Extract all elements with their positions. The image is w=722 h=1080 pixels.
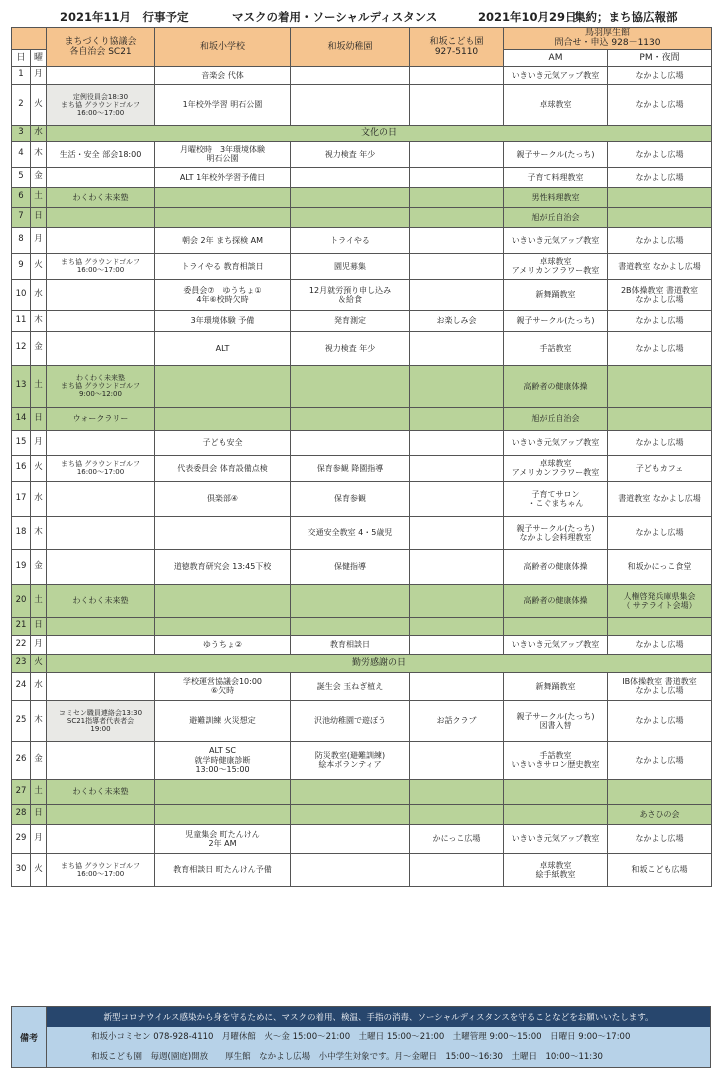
am-cell: 親子サークル(たっち) — [504, 310, 608, 331]
org-cell: わくわく未来塾 まち協 グラウンドゴルフ 9:00～12:00 — [47, 365, 155, 407]
pm-cell: なかよし広場 — [608, 700, 712, 741]
am-cell: 親子サークル(たっち) — [504, 141, 608, 167]
school-cell: 児童集会 町たんけん 2年 AM — [155, 824, 291, 853]
weekday: 水 — [31, 672, 47, 700]
pm-cell: 和坂かにっこ食堂 — [608, 549, 712, 584]
am-cell: いきいき元気アップ教室 — [504, 635, 608, 654]
day-number: 19 — [12, 549, 31, 584]
day-number: 3 — [12, 125, 31, 141]
weekday: 木 — [31, 700, 47, 741]
kinder-cell: 保育参観 降園指導 — [291, 455, 410, 481]
day-row — [12, 481, 712, 516]
am-cell: 親子サークル(たっち) なかよし会料理教室 — [504, 516, 608, 549]
kinder-cell: 教育相談日 — [291, 635, 410, 654]
org-cell — [47, 635, 155, 654]
pm-cell: なかよし広場 — [608, 331, 712, 365]
org-cell — [47, 430, 155, 455]
col-am-header: AM — [504, 49, 608, 66]
weekday: 土 — [31, 779, 47, 804]
school-cell — [155, 617, 291, 635]
weekday: 水 — [31, 279, 47, 310]
weekday: 金 — [31, 331, 47, 365]
col-weekday-header: 曜 — [31, 49, 47, 66]
am-cell — [504, 779, 608, 804]
pm-cell — [608, 365, 712, 407]
kids-cell — [410, 207, 504, 227]
pm-cell: なかよし広場 — [608, 66, 712, 84]
pm-cell: なかよし広場 — [608, 84, 712, 125]
pm-cell — [608, 407, 712, 430]
col-center-header: 鳥羽厚生館 問合せ・申込 928－1130 — [504, 28, 712, 50]
notes-line-1: 新型コロナウイルス感染から身を守るために、マスクの着用、検温、手指の消毒、ソーシャルディスタンスを守ることなどをお願いいたします。 — [47, 1007, 710, 1027]
weekday: 金 — [31, 549, 47, 584]
am-cell: 手話教室 いきいきサロン歴史教室 — [504, 741, 608, 779]
school-cell — [155, 584, 291, 617]
day-row — [12, 187, 712, 207]
am-cell: いきいき元気アップ教室 — [504, 824, 608, 853]
org-cell — [47, 549, 155, 584]
holiday-cell: 文化の日 — [47, 125, 712, 141]
pm-cell — [608, 187, 712, 207]
am-cell: 旭が丘自治会 — [504, 407, 608, 430]
am-cell: 親子サークル(たっち) 図書入替 — [504, 700, 608, 741]
day-number: 27 — [12, 779, 31, 804]
kids-cell — [410, 279, 504, 310]
day-row — [12, 310, 712, 331]
weekday: 火 — [31, 654, 47, 672]
am-cell: 卓球教室 — [504, 84, 608, 125]
kinder-cell — [291, 824, 410, 853]
kinder-cell: 視力検査 年少 — [291, 331, 410, 365]
day-row — [12, 584, 712, 617]
org-cell: まち協 グラウンドゴルフ 16:00～17:00 — [47, 253, 155, 279]
org-cell — [47, 66, 155, 84]
kinder-cell: 誕生会 玉ねぎ植え — [291, 672, 410, 700]
school-cell — [155, 804, 291, 824]
weekday: 水 — [31, 125, 47, 141]
am-cell: いきいき元気アップ教室 — [504, 430, 608, 455]
org-cell: まち協 グラウンドゴルフ 16:00～17:00 — [47, 455, 155, 481]
holiday-cell: 勤労感謝の日 — [47, 654, 712, 672]
org-cell: 定例役員会18:30 まち協 グラウンドゴルフ 16:00～17:00 — [47, 84, 155, 125]
day-number: 22 — [12, 635, 31, 654]
org-cell — [47, 279, 155, 310]
kids-cell — [410, 365, 504, 407]
pm-cell: 人権啓発兵庫県集会 （ サテライト会場） — [608, 584, 712, 617]
issue-date: 2021年10月29日 — [478, 10, 577, 24]
publisher: 集約；まち協広報部 — [574, 10, 678, 24]
notes-label: 備考 — [12, 1007, 47, 1067]
org-cell: ウォークラリー — [47, 407, 155, 430]
weekday: 土 — [31, 187, 47, 207]
am-cell: 卓球教室 アメリカンフラワー教室 — [504, 253, 608, 279]
header-row-1 — [12, 28, 712, 50]
kids-cell — [410, 635, 504, 654]
kinder-cell — [291, 617, 410, 635]
kids-cell — [410, 672, 504, 700]
org-cell — [47, 741, 155, 779]
weekday: 月 — [31, 66, 47, 84]
pm-cell: なかよし広場 — [608, 310, 712, 331]
school-cell: ALT 1年校外学習予備日 — [155, 167, 291, 187]
weekday: 木 — [31, 141, 47, 167]
day-row — [12, 125, 712, 141]
day-row — [12, 654, 712, 672]
day-number: 5 — [12, 167, 31, 187]
school-cell: 道徳教育研究会 13:45下校 — [155, 549, 291, 584]
day-row — [12, 279, 712, 310]
pm-cell: なかよし広場 — [608, 741, 712, 779]
kinder-cell — [291, 167, 410, 187]
kids-cell — [410, 804, 504, 824]
kids-cell — [410, 617, 504, 635]
pm-cell: 書道教室 なかよし広場 — [608, 481, 712, 516]
day-number: 16 — [12, 455, 31, 481]
weekday: 月 — [31, 635, 47, 654]
col-day-header: 日 — [12, 49, 31, 66]
kinder-cell: 沢池幼稚園で遊ぼう — [291, 700, 410, 741]
kinder-cell — [291, 66, 410, 84]
pm-cell: なかよし広場 — [608, 824, 712, 853]
kids-cell: お楽しみ会 — [410, 310, 504, 331]
weekday: 木 — [31, 516, 47, 549]
kids-cell: お話クラブ — [410, 700, 504, 741]
org-cell — [47, 617, 155, 635]
org-cell: わくわく未来塾 — [47, 187, 155, 207]
org-cell: わくわく未来塾 — [47, 584, 155, 617]
day-row — [12, 741, 712, 779]
kinder-cell: 保育参観 — [291, 481, 410, 516]
day-row — [12, 66, 712, 84]
pm-cell: IB体操教室 書道教室 なかよし広場 — [608, 672, 712, 700]
kids-cell — [410, 779, 504, 804]
day-row — [12, 207, 712, 227]
day-row — [12, 227, 712, 253]
weekday: 日 — [31, 617, 47, 635]
day-number: 28 — [12, 804, 31, 824]
org-cell: 生活・安全 部会18:00 — [47, 141, 155, 167]
kids-cell — [410, 741, 504, 779]
kids-cell: かにっこ広場 — [410, 824, 504, 853]
school-cell — [155, 207, 291, 227]
org-cell — [47, 804, 155, 824]
day-row — [12, 804, 712, 824]
kinder-cell — [291, 84, 410, 125]
weekday: 土 — [31, 584, 47, 617]
kinder-cell: 交通安全教室 4・5歳児 — [291, 516, 410, 549]
kids-cell — [410, 84, 504, 125]
weekday: 日 — [31, 407, 47, 430]
day-number: 23 — [12, 654, 31, 672]
weekday: 火 — [31, 253, 47, 279]
day-row — [12, 853, 712, 886]
day-row — [12, 779, 712, 804]
pm-cell: なかよし広場 — [608, 167, 712, 187]
org-cell: まち協 グラウンドゴルフ 16:00～17:00 — [47, 853, 155, 886]
kinder-cell: トライやる — [291, 227, 410, 253]
day-number: 11 — [12, 310, 31, 331]
school-cell — [155, 407, 291, 430]
school-cell: 音楽会 代体 — [155, 66, 291, 84]
day-number: 10 — [12, 279, 31, 310]
day-row — [12, 331, 712, 365]
day-number: 29 — [12, 824, 31, 853]
org-cell: コミセン職員連絡会13:30 SC21指導者代表者会 19:00 — [47, 700, 155, 741]
weekday: 水 — [31, 481, 47, 516]
kids-cell — [410, 407, 504, 430]
school-cell: ゆうちょ② — [155, 635, 291, 654]
day-number: 6 — [12, 187, 31, 207]
kinder-cell — [291, 853, 410, 886]
day-number: 24 — [12, 672, 31, 700]
school-cell: 避難訓練 火災想定 — [155, 700, 291, 741]
day-row — [12, 672, 712, 700]
school-cell: 月曜校時 3年環境体験 明石公園 — [155, 141, 291, 167]
kids-cell — [410, 481, 504, 516]
page-title: 2021年11月 行事予定 — [60, 10, 189, 24]
school-cell: 朝会 2年 まち探検 AM — [155, 227, 291, 253]
kinder-cell — [291, 207, 410, 227]
am-cell: 子育て料理教室 — [504, 167, 608, 187]
notes-line-2: 和坂小コミセン 078-928-4110 月曜休館 火～金 15:00～21:00 土曜日 15:00～21:00 土曜管理 9:00～15:00 日曜日 9:00～17:00 — [91, 1032, 631, 1042]
pm-cell: 書道教室 なかよし広場 — [608, 253, 712, 279]
day-number: 26 — [12, 741, 31, 779]
day-row — [12, 700, 712, 741]
day-number: 1 — [12, 66, 31, 84]
page-header — [0, 6, 722, 26]
am-cell: 卓球教室 アメリカンフラワー教室 — [504, 455, 608, 481]
kinder-cell — [291, 804, 410, 824]
day-number: 12 — [12, 331, 31, 365]
day-number: 14 — [12, 407, 31, 430]
am-cell: 高齢者の健康体操 — [504, 365, 608, 407]
am-cell: いきいき元気アップ教室 — [504, 227, 608, 253]
kinder-cell: 園児募集 — [291, 253, 410, 279]
org-cell — [47, 481, 155, 516]
org-cell — [47, 167, 155, 187]
org-cell: わくわく未来塾 — [47, 779, 155, 804]
am-cell: いきいき元気アップ教室 — [504, 66, 608, 84]
pm-cell: なかよし広場 — [608, 516, 712, 549]
kids-cell — [410, 253, 504, 279]
kinder-cell: 防災教室(避難訓練) 絵本ボランティア — [291, 741, 410, 779]
kids-cell — [410, 516, 504, 549]
weekday: 火 — [31, 455, 47, 481]
school-cell: 学校運営協議会10:00 ⑥欠時 — [155, 672, 291, 700]
page-subtitle: マスクの着用・ソーシャルディスタンス — [232, 10, 438, 24]
col-pm-header: PM・夜間 — [608, 49, 712, 66]
day-row — [12, 141, 712, 167]
pm-cell: 2B体操教室 書道教室 なかよし広場 — [608, 279, 712, 310]
day-number: 21 — [12, 617, 31, 635]
day-number: 2 — [12, 84, 31, 125]
kids-cell — [410, 331, 504, 365]
school-cell: ALT — [155, 331, 291, 365]
day-number: 20 — [12, 584, 31, 617]
school-cell — [155, 365, 291, 407]
day-row — [12, 516, 712, 549]
weekday: 木 — [31, 310, 47, 331]
kinder-cell: 12月就労預り申し込み ＆給食 — [291, 279, 410, 310]
col-school-header: 和坂小学校 — [155, 28, 291, 67]
kinder-cell — [291, 187, 410, 207]
day-number: 30 — [12, 853, 31, 886]
notes-info — [47, 1027, 710, 1067]
day-row — [12, 455, 712, 481]
am-cell — [504, 804, 608, 824]
schedule-table — [11, 27, 712, 887]
col-kids-header: 和坂こども園 927-5110 — [410, 28, 504, 67]
pm-cell — [608, 617, 712, 635]
kids-cell — [410, 430, 504, 455]
am-cell: 子育てサロン ・こぐまちゃん — [504, 481, 608, 516]
kids-cell — [410, 584, 504, 617]
org-cell — [47, 331, 155, 365]
day-number: 9 — [12, 253, 31, 279]
day-number: 4 — [12, 141, 31, 167]
kids-cell — [410, 227, 504, 253]
day-row — [12, 549, 712, 584]
day-number: 15 — [12, 430, 31, 455]
school-cell: 教育相談日 町たんけん予備 — [155, 853, 291, 886]
kinder-cell — [291, 584, 410, 617]
day-row — [12, 84, 712, 125]
kids-cell — [410, 187, 504, 207]
school-cell — [155, 779, 291, 804]
org-cell — [47, 310, 155, 331]
pm-cell: 和坂こども広場 — [608, 853, 712, 886]
pm-cell: なかよし広場 — [608, 430, 712, 455]
school-cell: 倶楽部④ — [155, 481, 291, 516]
school-cell: 委員会⑦ ゆうちょ① 4年⑥校時欠時 — [155, 279, 291, 310]
day-number: 7 — [12, 207, 31, 227]
am-cell: 卓球教室 絵手紙教室 — [504, 853, 608, 886]
kinder-cell: 視力検査 年少 — [291, 141, 410, 167]
pm-cell — [608, 779, 712, 804]
school-cell: 3年環境体験 予備 — [155, 310, 291, 331]
day-row — [12, 167, 712, 187]
day-row — [12, 365, 712, 407]
pm-cell: なかよし広場 — [608, 635, 712, 654]
header-blank — [12, 28, 47, 50]
school-cell: 代表委員会 体育設備点検 — [155, 455, 291, 481]
pm-cell: 子どもカフェ — [608, 455, 712, 481]
notes-line-3: 和坂こども園 毎週(園庭)開放 厚生館 なかよし広場 小中学生対象です。月～金曜日 15:00～16:30 土曜日 10:00～11:30 — [91, 1052, 603, 1062]
weekday: 月 — [31, 824, 47, 853]
day-number: 17 — [12, 481, 31, 516]
day-row — [12, 407, 712, 430]
weekday: 土 — [31, 365, 47, 407]
school-cell: 1年校外学習 明石公園 — [155, 84, 291, 125]
pm-cell: なかよし広場 — [608, 227, 712, 253]
kinder-cell — [291, 407, 410, 430]
col-kinder-header: 和坂幼稚園 — [291, 28, 410, 67]
kinder-cell: 発育測定 — [291, 310, 410, 331]
col-org-header: まちづくり協議会 各自治会 SC21 — [47, 28, 155, 67]
kinder-cell — [291, 365, 410, 407]
weekday: 月 — [31, 430, 47, 455]
am-cell: 男性料理教室 — [504, 187, 608, 207]
day-row — [12, 430, 712, 455]
org-cell — [47, 207, 155, 227]
day-row — [12, 617, 712, 635]
am-cell: 新舞踊教室 — [504, 279, 608, 310]
weekday: 火 — [31, 853, 47, 886]
weekday: 金 — [31, 741, 47, 779]
org-cell — [47, 227, 155, 253]
school-cell — [155, 516, 291, 549]
kids-cell — [410, 141, 504, 167]
school-cell: トライやる 教育相談日 — [155, 253, 291, 279]
day-row — [12, 253, 712, 279]
am-cell: 高齢者の健康体操 — [504, 549, 608, 584]
pm-cell — [608, 207, 712, 227]
school-cell: 子ども安全 — [155, 430, 291, 455]
day-row — [12, 635, 712, 654]
weekday: 日 — [31, 804, 47, 824]
pm-cell: あさひの会 — [608, 804, 712, 824]
kinder-cell: 保健指導 — [291, 549, 410, 584]
day-number: 25 — [12, 700, 31, 741]
org-cell — [47, 824, 155, 853]
kids-cell — [410, 549, 504, 584]
org-cell — [47, 516, 155, 549]
am-cell: 旭が丘自治会 — [504, 207, 608, 227]
kids-cell — [410, 853, 504, 886]
weekday: 月 — [31, 227, 47, 253]
day-row — [12, 824, 712, 853]
day-number: 18 — [12, 516, 31, 549]
kinder-cell — [291, 430, 410, 455]
am-cell: 高齢者の健康体操 — [504, 584, 608, 617]
weekday: 日 — [31, 207, 47, 227]
org-cell — [47, 672, 155, 700]
kids-cell — [410, 455, 504, 481]
kids-cell — [410, 66, 504, 84]
am-cell: 手話教室 — [504, 331, 608, 365]
kids-cell — [410, 167, 504, 187]
school-cell — [155, 187, 291, 207]
day-number: 8 — [12, 227, 31, 253]
kinder-cell — [291, 779, 410, 804]
am-cell — [504, 617, 608, 635]
day-number: 13 — [12, 365, 31, 407]
am-cell: 新舞踊教室 — [504, 672, 608, 700]
pm-cell: なかよし広場 — [608, 141, 712, 167]
school-cell: ALT SC 就学時健康診断 13:00～15:00 — [155, 741, 291, 779]
weekday: 火 — [31, 84, 47, 125]
weekday: 金 — [31, 167, 47, 187]
notes-box — [11, 1006, 711, 1068]
